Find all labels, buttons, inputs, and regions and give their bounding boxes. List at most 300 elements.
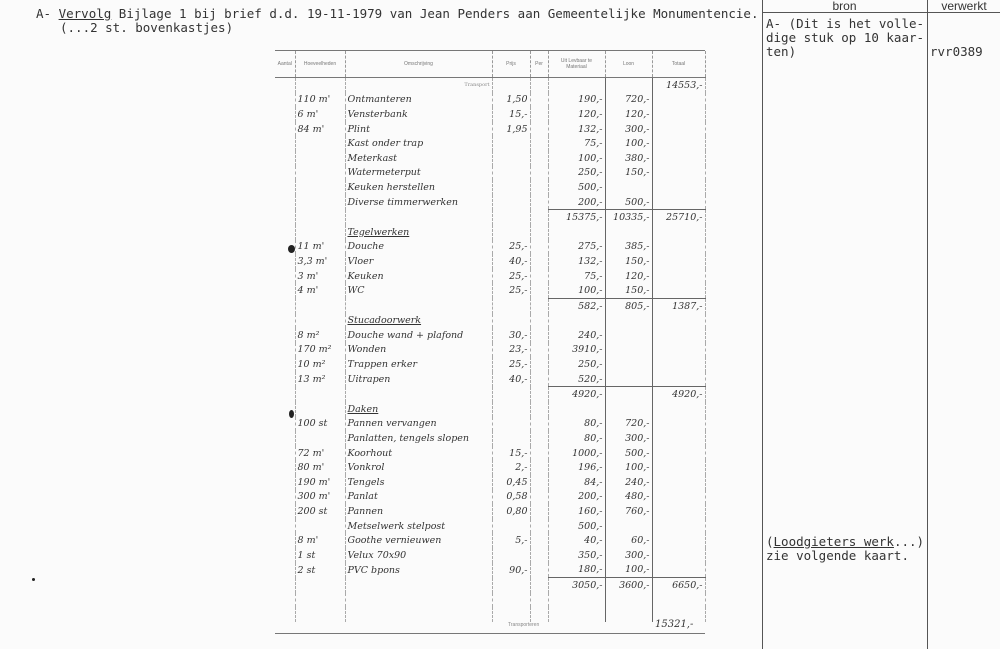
cell-tot (652, 269, 705, 284)
cell-qtyn (275, 298, 295, 313)
subtotal-row (275, 578, 705, 593)
cell-qtyn (275, 563, 295, 578)
cell-mat: 40,- (548, 533, 605, 548)
cell-tot (652, 136, 705, 151)
table-row (275, 343, 705, 358)
cell-mat: 200,- (548, 195, 605, 210)
section-heading-row (275, 402, 705, 417)
cell-price (492, 402, 530, 417)
table-header (275, 51, 705, 78)
cell-qty (295, 78, 345, 93)
table-row (275, 136, 705, 151)
cell-desc: WC (345, 283, 492, 298)
cell-desc: Panlatten, tengels slopen (345, 431, 492, 446)
cell-desc: Diverse timmerwerken (345, 195, 492, 210)
cell-loon: 120,- (605, 269, 652, 284)
cell-desc: Goothe vernieuwen (345, 533, 492, 548)
cell-qtyn (275, 93, 295, 108)
cell-per (530, 166, 548, 181)
cell-desc: Ontmanteren (345, 93, 492, 108)
cell-qty: 3 m' (295, 269, 345, 284)
cell-loon (605, 372, 652, 387)
cell-mat: 132,- (548, 122, 605, 137)
cell-price: 23,- (492, 343, 530, 358)
cell-qtyn (275, 107, 295, 122)
cell-qty (295, 387, 345, 402)
cell-tot (652, 357, 705, 372)
cell-qty: 100 st (295, 417, 345, 432)
cell-price: 15,- (492, 446, 530, 461)
header-line-2: (...2 st. bovenkastjes) (60, 20, 234, 35)
cell-qtyn (275, 387, 295, 402)
cell-loon (605, 225, 652, 240)
transporteren-label: Transporteren (508, 622, 540, 628)
table-row (275, 122, 705, 137)
cell-qty: 1 st (295, 548, 345, 563)
cell-qtyn (275, 195, 295, 210)
footer-total: 15321,- (655, 619, 694, 630)
cell-mat: 200,- (548, 490, 605, 505)
cell-desc: Stucadoorwerk (345, 314, 492, 329)
cell-qty (295, 166, 345, 181)
column-divider (927, 0, 928, 649)
cell-mat (548, 314, 605, 329)
cell-price: 40,- (492, 372, 530, 387)
cell-price: 2,- (492, 460, 530, 475)
cell-tot: 6650,- (652, 578, 705, 593)
cell-mat: 520,- (548, 372, 605, 387)
cell-mat: 160,- (548, 504, 605, 519)
cell-qty: 80 m' (295, 460, 345, 475)
cell-loon: 240,- (605, 475, 652, 490)
cell-price (492, 387, 530, 402)
cell-price (492, 417, 530, 432)
cell-loon (605, 180, 652, 195)
cell-qty (295, 431, 345, 446)
cell-qty (295, 195, 345, 210)
cell-price (492, 314, 530, 329)
cell-qtyn (275, 343, 295, 358)
cell-desc: Tegelwerken (345, 225, 492, 240)
cell-mat: 582,- (548, 298, 605, 313)
cell-per (530, 357, 548, 372)
cell-qty (295, 298, 345, 313)
cell-qty: 11 m' (295, 240, 345, 255)
cell-loon: 120,- (605, 107, 652, 122)
cell-desc: Watermeterput (345, 166, 492, 181)
cell-tot (652, 548, 705, 563)
cell-empty (605, 593, 652, 608)
cell-loon: 150,- (605, 166, 652, 181)
cell-per (530, 210, 548, 225)
bron-note: A- (Dit is het volle- dige stuk op 10 kaar- ten) (766, 16, 925, 59)
cell-desc: Daken (345, 402, 492, 417)
cell-price (492, 180, 530, 195)
cell-per (530, 240, 548, 255)
cell-loon: 720,- (605, 417, 652, 432)
cell-tot (652, 151, 705, 166)
cell-tot (652, 563, 705, 578)
cell-desc: Douche wand + plafond (345, 328, 492, 343)
cell-mat: 4920,- (548, 387, 605, 402)
cell-tot (652, 314, 705, 329)
cell-desc: Wonden (345, 343, 492, 358)
cell-tot: 1387,- (652, 298, 705, 313)
cell-qty: 4 m' (295, 283, 345, 298)
cell-desc: Vonkrol (345, 460, 492, 475)
cell-mat: 500,- (548, 519, 605, 534)
cell-per (530, 402, 548, 417)
col-totaal: Totaal (652, 51, 705, 78)
cell-tot (652, 254, 705, 269)
cell-loon: 100,- (605, 460, 652, 475)
cell-qty (295, 402, 345, 417)
cell-price: 15,- (492, 107, 530, 122)
cell-tot (652, 446, 705, 461)
cell-qty (295, 136, 345, 151)
table-row (275, 195, 705, 210)
cell-empty (275, 607, 295, 622)
cell-per (530, 136, 548, 151)
header-line-1 (36, 7, 759, 21)
cell-qtyn (275, 548, 295, 563)
table-row (275, 357, 705, 372)
cell-desc: PVC bpons (345, 563, 492, 578)
col-verwerkt-header: verwerkt (941, 0, 987, 13)
cell-qty: 13 m² (295, 372, 345, 387)
cell-tot (652, 402, 705, 417)
cell-per (530, 195, 548, 210)
cell-loon (605, 78, 652, 93)
cell-loon: 300,- (605, 122, 652, 137)
verwerkt-code: rvr0389 (930, 44, 983, 59)
cell-loon (605, 328, 652, 343)
cell-per (530, 417, 548, 432)
cell-tot: 14553,- (652, 78, 705, 93)
cell-tot (652, 533, 705, 548)
cell-loon: 500,- (605, 195, 652, 210)
cell-qtyn (275, 225, 295, 240)
cell-mat: 3050,- (548, 578, 605, 593)
cell-loon (605, 343, 652, 358)
cell-price: 0,45 (492, 475, 530, 490)
cell-tot (652, 460, 705, 475)
cell-per (530, 548, 548, 563)
table-row (275, 328, 705, 343)
col-bron-header: bron (832, 0, 857, 13)
cell-price (492, 195, 530, 210)
cell-per (530, 372, 548, 387)
cell-qty (295, 210, 345, 225)
cell-per (530, 328, 548, 343)
cell-per (530, 578, 548, 593)
cell-loon: 60,- (605, 533, 652, 548)
cell-empty (295, 593, 345, 608)
cell-desc: Meterkast (345, 151, 492, 166)
cell-tot (652, 93, 705, 108)
cell-qtyn (275, 254, 295, 269)
cell-loon: 150,- (605, 283, 652, 298)
cell-empty (295, 607, 345, 622)
table-row (275, 107, 705, 122)
cell-qtyn (275, 417, 295, 432)
cell-qtyn (275, 210, 295, 225)
punch-mark (288, 245, 295, 253)
cell-qty: 8 m' (295, 533, 345, 548)
table-row (275, 254, 705, 269)
cell-per (530, 387, 548, 402)
cell-qtyn (275, 151, 295, 166)
cell-price (492, 519, 530, 534)
cell-qty (295, 225, 345, 240)
cell-mat: 100,- (548, 283, 605, 298)
cell-price: 5,- (492, 533, 530, 548)
table-row (275, 417, 705, 432)
cell-desc: Transport (345, 78, 492, 93)
paren: ( (766, 534, 774, 549)
table-row (275, 166, 705, 181)
cell-per (530, 563, 548, 578)
cell-desc: Trappen erker (345, 357, 492, 372)
cell-price: 25,- (492, 357, 530, 372)
cell-tot (652, 504, 705, 519)
cell-tot: 25710,- (652, 210, 705, 225)
cell-mat: 196,- (548, 460, 605, 475)
cell-per (530, 533, 548, 548)
col-omschrijving: Omschrijving (345, 51, 492, 78)
cell-per (530, 460, 548, 475)
cell-mat: 75,- (548, 269, 605, 284)
cell-qty: 2 st (295, 563, 345, 578)
subtotal-row (275, 210, 705, 225)
cell-loon: 300,- (605, 431, 652, 446)
cell-loon: 300,- (605, 548, 652, 563)
col-aantal: Aantal (275, 51, 295, 78)
cell-per (530, 122, 548, 137)
cell-qty: 300 m' (295, 490, 345, 505)
table-row (275, 504, 705, 519)
header-text: Bijlage 1 bij brief d.d. 19-11-1979 van Jean Penders aan Gemeentelijke Monumentencie. (111, 6, 759, 21)
cell-empty (530, 607, 548, 622)
col-materiaal (548, 51, 605, 78)
cell-per (530, 283, 548, 298)
cell-qty: 110 m' (295, 93, 345, 108)
cell-qtyn (275, 314, 295, 329)
table-row (275, 563, 705, 578)
cell-price: 25,- (492, 269, 530, 284)
cell-loon: 500,- (605, 446, 652, 461)
estimate-table (275, 51, 706, 622)
cell-qty: 72 m' (295, 446, 345, 461)
cell-price (492, 151, 530, 166)
cell-price (492, 298, 530, 313)
cell-per (530, 254, 548, 269)
cell-loon (605, 387, 652, 402)
cell-qty (295, 314, 345, 329)
loodgieters-link: Loodgieters werk (773, 534, 894, 549)
cell-loon: 100,- (605, 136, 652, 151)
cell-qtyn (275, 122, 295, 137)
cell-empty (492, 593, 530, 608)
cell-tot (652, 417, 705, 432)
table-row (275, 93, 705, 108)
cell-mat (548, 78, 605, 93)
cell-desc: Kast onder trap (345, 136, 492, 151)
group-header: Uit Levbaar te (560, 58, 593, 64)
cell-tot (652, 431, 705, 446)
cell-price: 1,50 (492, 93, 530, 108)
speck (32, 578, 35, 581)
table-row (275, 283, 705, 298)
cell-qty (295, 578, 345, 593)
cell-mat: 190,- (548, 93, 605, 108)
cell-qty: 8 m² (295, 328, 345, 343)
cell-qtyn (275, 166, 295, 181)
cell-per (530, 78, 548, 93)
section-heading-row (275, 225, 705, 240)
cell-price: 40,- (492, 254, 530, 269)
cell-mat: 240,- (548, 328, 605, 343)
cell-desc (345, 387, 492, 402)
cell-empty (492, 607, 530, 622)
cell-per (530, 519, 548, 534)
cell-empty (275, 593, 295, 608)
cell-loon: 480,- (605, 490, 652, 505)
cell-qtyn (275, 136, 295, 151)
cell-per (530, 490, 548, 505)
cell-per (530, 314, 548, 329)
cell-qtyn (275, 78, 295, 93)
cell-qtyn (275, 269, 295, 284)
table-row (275, 269, 705, 284)
cell-tot (652, 283, 705, 298)
cell-per (530, 343, 548, 358)
cell-qty (295, 151, 345, 166)
cell-mat: 275,- (548, 240, 605, 255)
cell-desc: Keuken herstellen (345, 180, 492, 195)
cell-loon: 385,- (605, 240, 652, 255)
cell-qtyn (275, 357, 295, 372)
cell-empty (652, 593, 705, 608)
cell-qtyn (275, 431, 295, 446)
cell-price (492, 548, 530, 563)
cell-qtyn (275, 533, 295, 548)
cell-loon: 760,- (605, 504, 652, 519)
cell-qtyn (275, 328, 295, 343)
cell-per (530, 446, 548, 461)
cell-empty (530, 593, 548, 608)
cell-desc: Tengels (345, 475, 492, 490)
cell-desc: Keuken (345, 269, 492, 284)
cell-empty (345, 607, 492, 622)
cell-price (492, 578, 530, 593)
cell-desc (345, 578, 492, 593)
vervolg-label: Vervolg (58, 6, 112, 21)
cell-qtyn (275, 283, 295, 298)
cell-qtyn (275, 490, 295, 505)
cell-loon: 720,- (605, 93, 652, 108)
cell-qty (295, 519, 345, 534)
cell-loon: 380,- (605, 151, 652, 166)
cell-mat: 80,- (548, 431, 605, 446)
cell-mat (548, 225, 605, 240)
table-row (275, 533, 705, 548)
cell-price: 0,58 (492, 490, 530, 505)
next-card-note: zie volgende kaart. (766, 548, 909, 563)
cell-per (530, 298, 548, 313)
punch-mark (289, 410, 294, 418)
col-hoeveelheden: Hoeveelheden (295, 51, 345, 78)
cell-tot (652, 107, 705, 122)
blank-row (275, 593, 705, 608)
cell-loon (605, 402, 652, 417)
blank-row (275, 607, 705, 622)
cell-price: 0,80 (492, 504, 530, 519)
table-row (275, 446, 705, 461)
table-row (275, 519, 705, 534)
cell-mat: 350,- (548, 548, 605, 563)
cell-empty (548, 607, 605, 622)
cell-per (530, 180, 548, 195)
cell-tot (652, 180, 705, 195)
cell-qty: 200 st (295, 504, 345, 519)
scanned-estimate-sheet (275, 50, 705, 634)
cell-mat: 132,- (548, 254, 605, 269)
cell-desc: Plint (345, 122, 492, 137)
cell-price: 25,- (492, 240, 530, 255)
paren: ...) (893, 534, 925, 549)
cell-per (530, 431, 548, 446)
cell-tot (652, 475, 705, 490)
column-divider (762, 0, 763, 649)
cell-desc: Koorhout (345, 446, 492, 461)
cell-tot (652, 225, 705, 240)
cell-per (530, 225, 548, 240)
cell-price (492, 431, 530, 446)
cell-mat: 100,- (548, 151, 605, 166)
cell-price (492, 225, 530, 240)
cell-per (530, 107, 548, 122)
cell-loon: 10335,- (605, 210, 652, 225)
section-prefix: A- (36, 6, 52, 21)
materiaal-label: Materiaal (566, 64, 587, 70)
table-row (275, 431, 705, 446)
section-heading-row (275, 314, 705, 329)
cell-qty: 3,3 m' (295, 254, 345, 269)
col-per: Per (530, 51, 548, 78)
cell-empty (345, 593, 492, 608)
cell-loon: 3600,- (605, 578, 652, 593)
cell-qtyn (275, 460, 295, 475)
transport-row (275, 78, 705, 93)
cell-qty: 84 m' (295, 122, 345, 137)
bottom-note (766, 535, 924, 563)
cell-desc: Vensterbank (345, 107, 492, 122)
cell-tot (652, 328, 705, 343)
cell-qty: 170 m² (295, 343, 345, 358)
cell-loon: 150,- (605, 254, 652, 269)
cell-price (492, 166, 530, 181)
cell-price: 30,- (492, 328, 530, 343)
cell-tot (652, 195, 705, 210)
cell-per (530, 504, 548, 519)
cell-tot (652, 372, 705, 387)
col-loon: Loon (605, 51, 652, 78)
cell-mat: 120,- (548, 107, 605, 122)
cell-price (492, 78, 530, 93)
cell-price (492, 210, 530, 225)
cell-mat: 80,- (548, 417, 605, 432)
